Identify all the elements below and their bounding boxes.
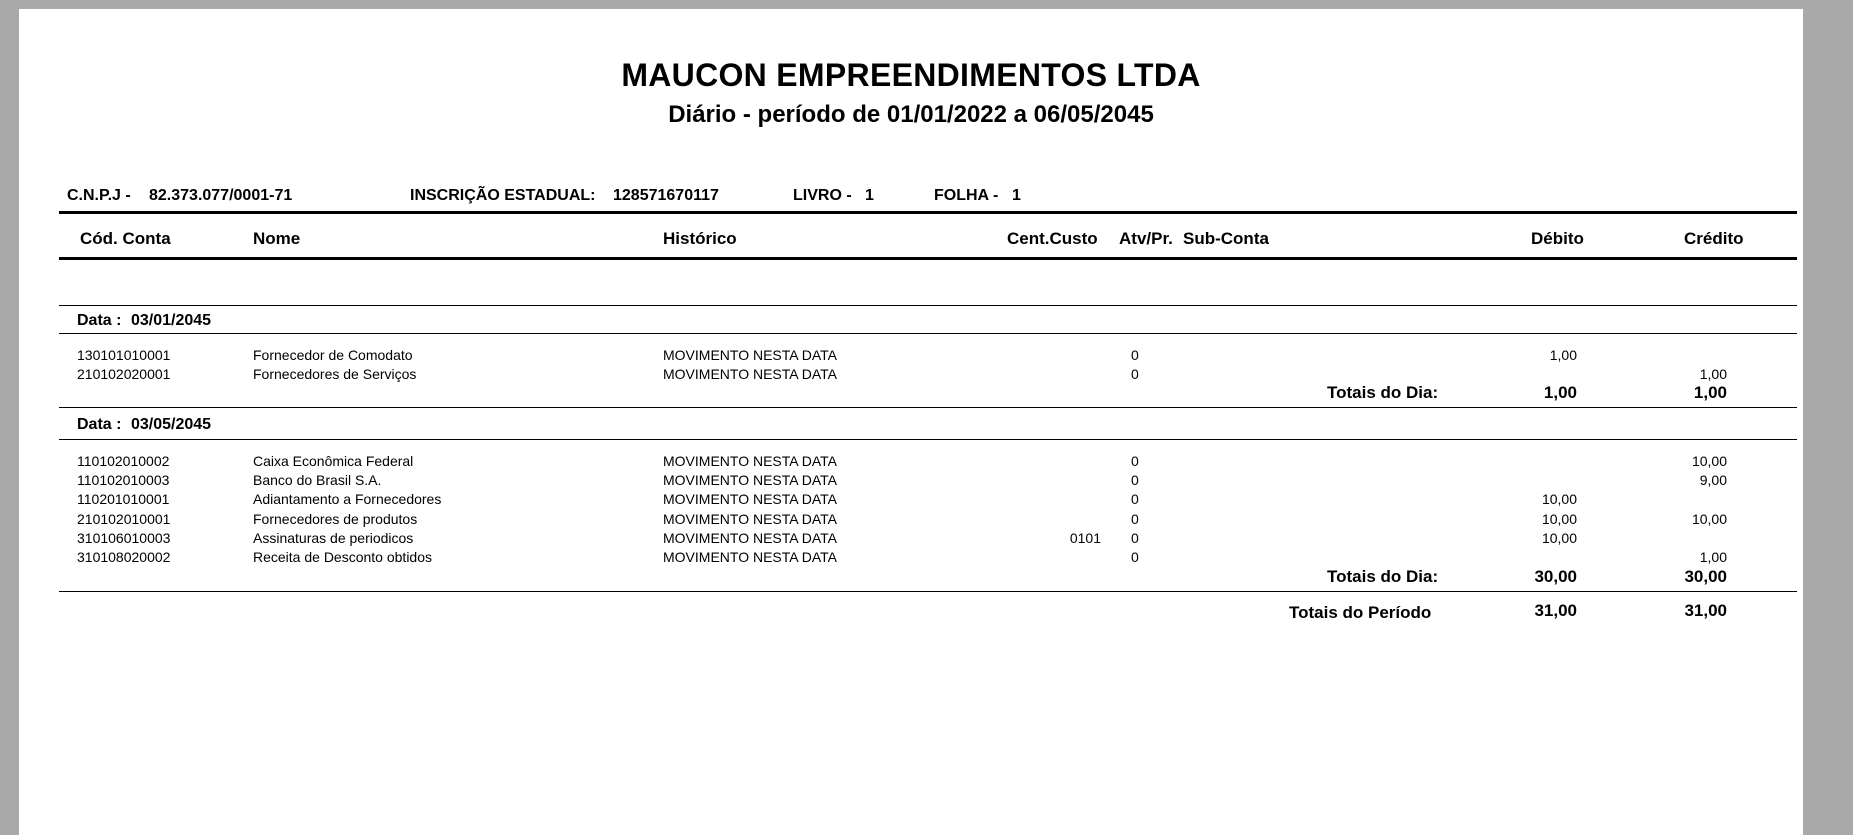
cell-historico: MOVIMENTO NESTA DATA xyxy=(663,529,837,546)
cell-nome: Fornecedor de Comodato xyxy=(253,347,413,363)
group-1-date-rule xyxy=(59,333,1797,334)
cell-atv: 0 xyxy=(1131,491,1139,508)
col-debito: Débito xyxy=(1531,229,1584,248)
group-1-total-label: Totais do Dia: xyxy=(1327,383,1439,402)
cell-atv: 0 xyxy=(1131,453,1139,469)
group-1-total-debito: 1,00 xyxy=(1543,383,1577,402)
col-historico: Histórico xyxy=(663,229,737,248)
cell-historico: MOVIMENTO NESTA DATA xyxy=(663,347,837,363)
livro-label: LIVRO - xyxy=(793,187,852,204)
col-cod-conta: Cód. Conta xyxy=(80,229,171,248)
cell-nome: Banco do Brasil S.A. xyxy=(253,472,382,489)
cell-cod: 110102010002 xyxy=(77,453,170,469)
report-page xyxy=(19,9,1803,835)
group-2-total-label: Totais do Dia: xyxy=(1327,567,1439,586)
period-total-credito: 31,00 xyxy=(1684,601,1727,620)
table-row xyxy=(19,511,1803,530)
cell-cod: 310106010003 xyxy=(77,529,171,546)
table-row xyxy=(19,347,1803,366)
ie-label: INSCRIÇÃO ESTADUAL: xyxy=(410,187,596,204)
table-row xyxy=(19,530,1803,549)
cell-nome: Assinaturas de periodicos xyxy=(253,529,414,546)
cell-historico: MOVIMENTO NESTA DATA xyxy=(663,453,837,469)
cell-cod: 110201010001 xyxy=(77,491,170,508)
cnpj-value: 82.373.077/0001-71 xyxy=(149,187,293,204)
cell-atv: 0 xyxy=(1131,529,1139,546)
group-2-total-credito: 30,00 xyxy=(1684,567,1727,586)
cell-atv: 0 xyxy=(1131,549,1139,565)
period-total-debito: 31,00 xyxy=(1534,601,1577,620)
cell-nome: Adiantamento a Fornecedores xyxy=(253,491,442,508)
cell-cod: 210102010001 xyxy=(77,510,171,527)
cell-debito: 10,00 xyxy=(1541,529,1577,546)
cell-historico: MOVIMENTO NESTA DATA xyxy=(663,366,837,383)
group-1-date-label: Data : xyxy=(77,312,122,329)
table-row xyxy=(19,549,1803,568)
cell-historico: MOVIMENTO NESTA DATA xyxy=(663,491,837,508)
col-atv-pr: Atv/Pr. xyxy=(1119,229,1173,248)
group-1-total-credito: 1,00 xyxy=(1693,383,1727,402)
cell-cod: 130101010001 xyxy=(77,347,171,363)
cell-debito: 1,00 xyxy=(1549,347,1577,363)
cell-credito: 1,00 xyxy=(1699,549,1727,565)
cell-debito: 10,00 xyxy=(1541,491,1577,508)
company-name: MAUCON EMPREENDIMENTOS LTDA xyxy=(621,57,1201,93)
folha-value: 1 xyxy=(1012,187,1021,204)
group-2-date-rule xyxy=(59,439,1797,440)
cell-atv: 0 xyxy=(1131,472,1139,489)
cell-atv: 0 xyxy=(1131,366,1139,383)
cell-cod: 210102020001 xyxy=(77,366,171,383)
cnpj-label: C.N.P.J - xyxy=(67,187,131,204)
period-total-label: Totais do Período xyxy=(1289,603,1432,622)
table-row xyxy=(19,491,1803,510)
group-1-top-rule xyxy=(59,305,1797,306)
cell-nome: Fornecedores de Serviços xyxy=(253,366,417,383)
cell-historico: MOVIMENTO NESTA DATA xyxy=(663,472,837,489)
cell-cod: 310108020002 xyxy=(77,549,171,565)
cell-nome: Fornecedores de produtos xyxy=(253,510,418,527)
group-2-date: 03/05/2045 xyxy=(131,416,212,433)
cell-credito: 10,00 xyxy=(1691,453,1727,469)
period-rule xyxy=(59,591,1797,592)
folha-label: FOLHA - xyxy=(934,187,999,204)
col-cent-custo: Cent.Custo xyxy=(1007,229,1098,248)
cell-historico: MOVIMENTO NESTA DATA xyxy=(663,510,837,527)
ie-value: 128571670117 xyxy=(613,187,719,204)
col-credito: Crédito xyxy=(1684,229,1744,248)
cell-atv: 0 xyxy=(1131,347,1139,363)
cell-cod: 110102010003 xyxy=(77,472,170,489)
cell-credito: 1,00 xyxy=(1699,366,1727,383)
cell-nome: Caixa Econômica Federal xyxy=(253,453,414,469)
group-1-date: 03/01/2045 xyxy=(131,312,212,329)
cell-credito: 10,00 xyxy=(1691,510,1727,527)
group-2-total-debito: 30,00 xyxy=(1534,567,1577,586)
group-2-date-label: Data : xyxy=(77,416,122,433)
report-subtitle: Diário - período de 01/01/2022 a 06/05/2045 xyxy=(668,101,1154,128)
livro-value: 1 xyxy=(865,187,874,204)
table-row xyxy=(19,453,1803,472)
cell-cent: 0101 xyxy=(1069,529,1101,546)
group-2-top-rule xyxy=(59,407,1797,408)
header-top-rule xyxy=(59,211,1797,214)
cell-debito: 10,00 xyxy=(1541,510,1577,527)
table-row xyxy=(19,472,1803,491)
cell-atv: 0 xyxy=(1131,510,1139,527)
col-sub-conta: Sub-Conta xyxy=(1183,229,1269,248)
header-bottom-rule xyxy=(59,257,1797,260)
cell-credito: 9,00 xyxy=(1699,472,1727,489)
cell-nome: Receita de Desconto obtidos xyxy=(253,549,432,565)
col-nome: Nome xyxy=(253,229,301,248)
cell-historico: MOVIMENTO NESTA DATA xyxy=(663,549,837,565)
